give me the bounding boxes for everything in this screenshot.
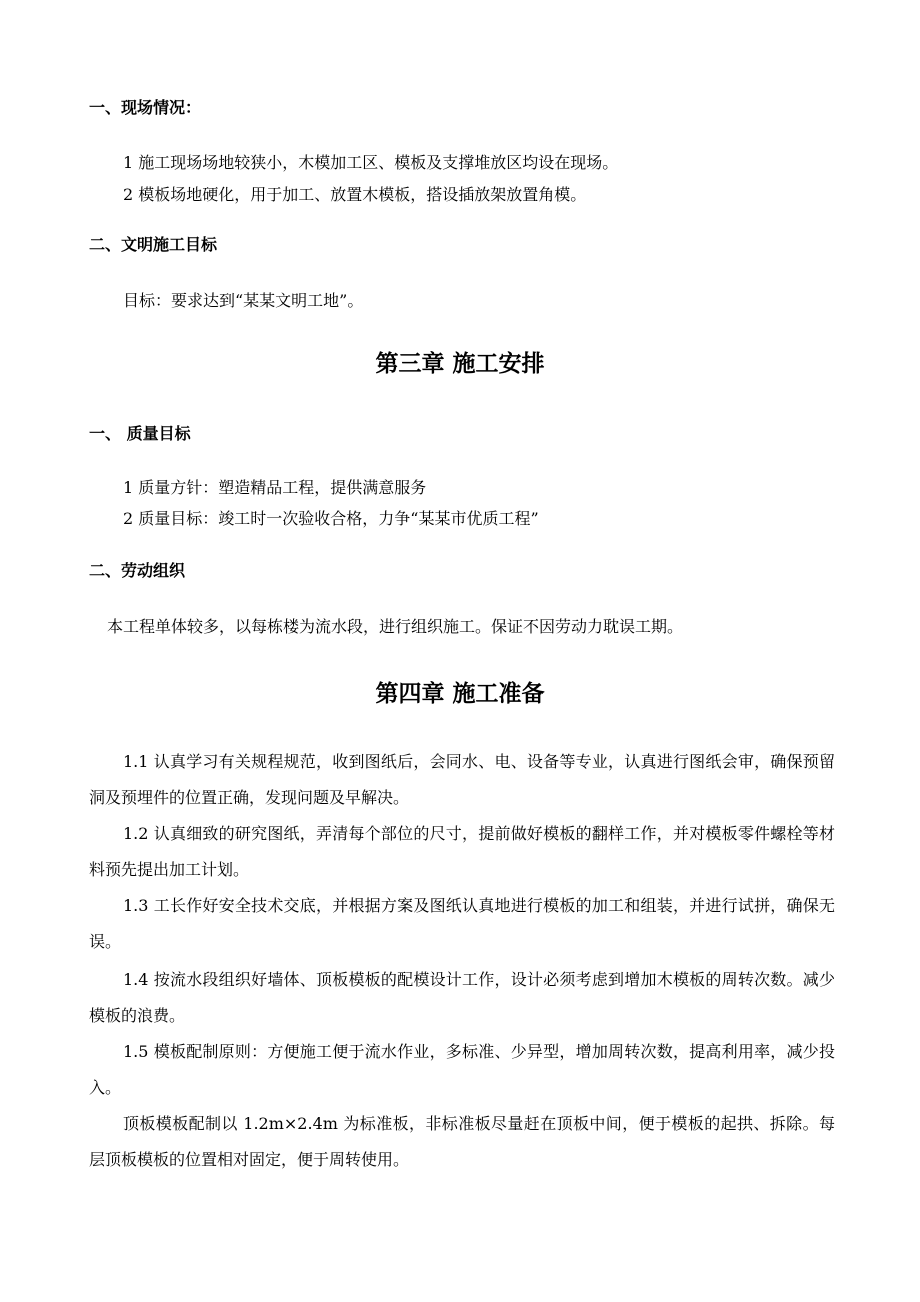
chapter-title-4: 第四章 施工准备 [375,681,545,707]
section-heading-civil: 二、文明施工目标 [89,235,218,254]
civil-goal-text: 目标：要求达到“某某文明工地”。 [123,291,364,310]
section-heading-site: 一、现场情况： [89,98,202,117]
chapter-title-3: 第三章 施工安排 [375,351,545,377]
quality-item-2: 2 质量目标：竣工时一次验收合格，力争“某某市优质工程” [123,509,539,528]
section-heading-labor: 二、劳动组织 [89,561,186,580]
quality-item-1: 1 质量方针：塑造精品工程，提供满意服务 [123,478,427,497]
prep-paragraph-1-4: 1.4 按流水段组织好墙体、顶板模板的配模设计工作，设计必须考虑到增加木模板的周转次数。减少模板的浪费。 [89,970,835,1025]
section-heading-quality: 一、 质量目标 [89,424,191,443]
prep-paragraph-ceiling-formwork: 顶板模板配制以 1.2m×2.4m 为标准板，非标准板尽量赶在顶板中间，便于模板的起拱、拆除。每层顶板模板的位置相对固定，便于周转使用。 [89,1114,835,1169]
site-item-2: 2 模板场地硬化，用于加工、放置木模板，搭设插放架放置角模。 [123,185,587,204]
labor-text: 本工程单体较多，以每栋楼为流水段，进行组织施工。保证不因劳动力耽误工期。 [107,617,684,636]
prep-paragraph-1-1: 1.1 认真学习有关规程规范，收到图纸后，会同水、电、设备等专业，认真进行图纸会审，确保预留洞及预埋件的位置正确，发现问题及早解决。 [89,752,835,807]
prep-paragraph-1-3: 1.3 工长作好安全技术交底，并根据方案及图纸认真地进行模板的加工和组装，并进行试拼，确保无误。 [89,896,835,951]
prep-paragraph-1-5: 1.5 模板配制原则：方便施工便于流水作业，多标准、少异型，增加周转次数，提高利用率，减少投入。 [89,1042,835,1097]
site-item-1: 1 施工现场场地较狭小，木模加工区、模板及支撑堆放区均设在现场。 [123,153,619,172]
prep-paragraph-1-2: 1.2 认真细致的研究图纸，弄清每个部位的尺寸，提前做好模板的翻样工作，并对模板零件螺栓等材料预先提出加工计划。 [89,824,835,879]
